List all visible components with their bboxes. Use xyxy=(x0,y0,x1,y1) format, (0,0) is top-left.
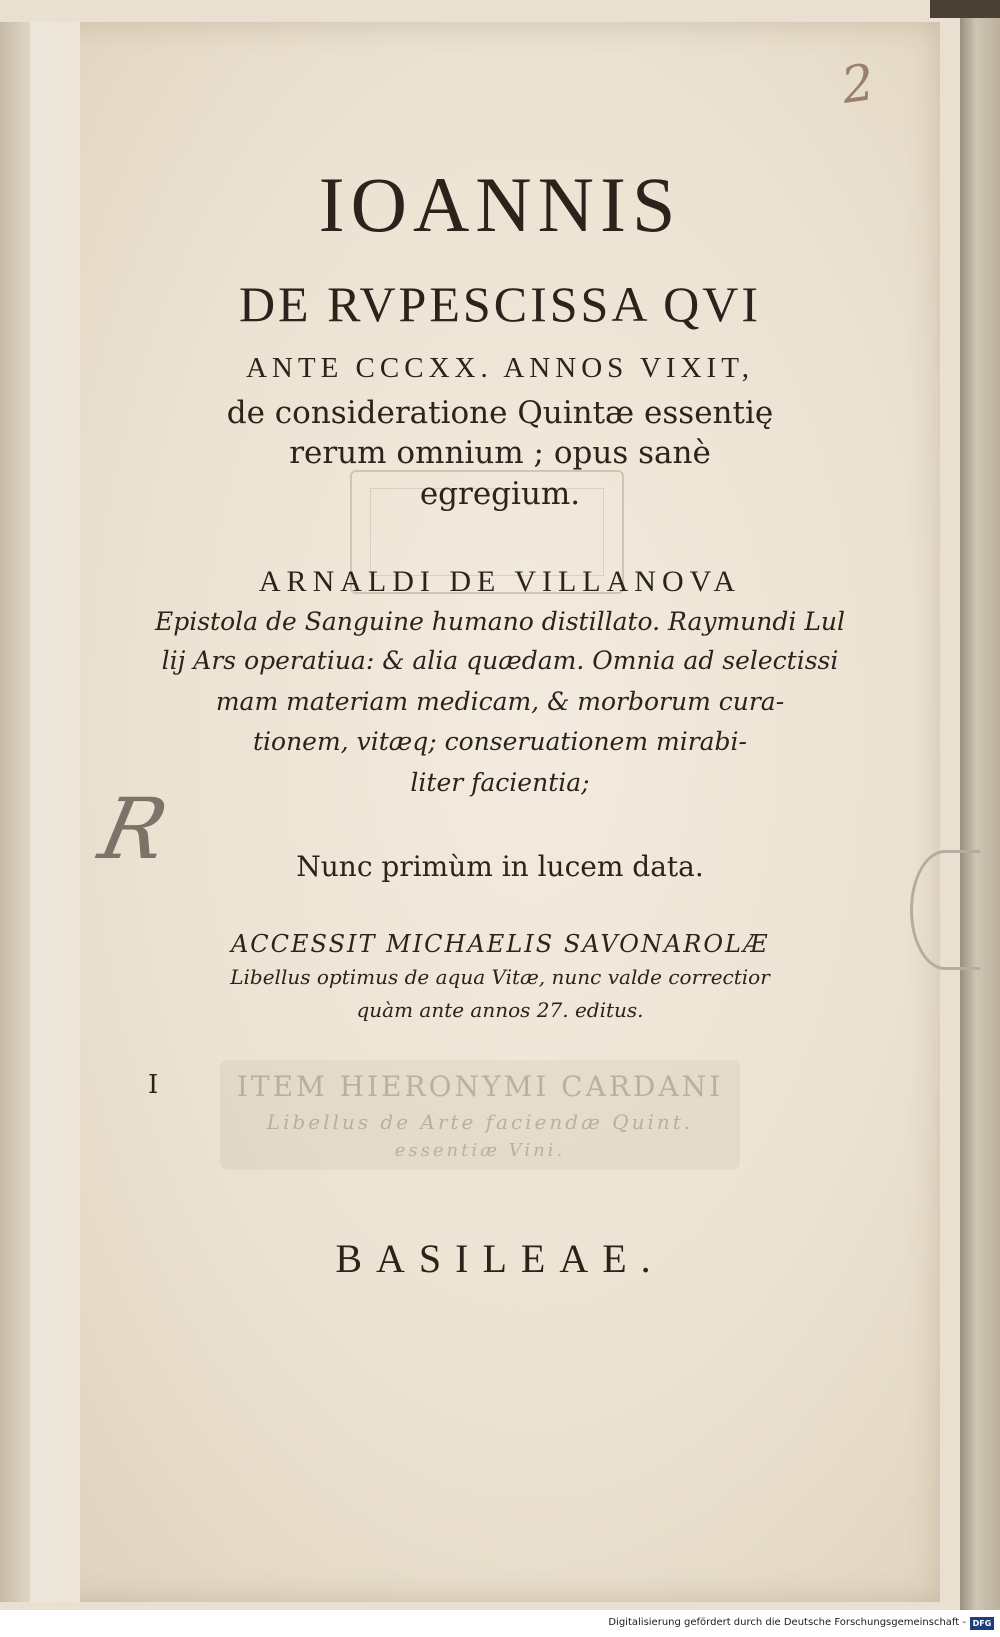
dfg-logo-icon: DFG xyxy=(970,1617,994,1630)
printed-bracket-mark: I xyxy=(148,1070,159,1100)
book-spine-shadow xyxy=(930,0,1000,18)
digitization-footer xyxy=(0,1610,1000,1637)
show-through-text-block xyxy=(220,1060,740,1170)
dfg-credit-text: Digitalisierung gefördert durch die Deutsche Forschungsgemeinschaft - xyxy=(608,1617,966,1628)
title-author-name: IOANNIS xyxy=(318,161,682,248)
second-work-line5: liter facientia; xyxy=(410,768,590,797)
second-work-line4: tionem, vitæq; conseruationem mirabi- xyxy=(252,727,747,756)
gutter-fold xyxy=(30,22,80,1602)
accessit-line1: Libellus optimus de aqua Vitæ, nunc valde correctior xyxy=(230,965,770,989)
second-author-heading: ARNALDI DE VILLANOVA xyxy=(258,565,742,598)
second-work-line2: lij Ars operatiua: & alia quædam. Omnia ad selectissi xyxy=(161,646,839,675)
first-edition-note: Nunc primùm in lucem data. xyxy=(296,850,704,883)
title-author-surname: DE RVPESCISSA QVI xyxy=(238,276,762,332)
accessit-heading: ACCESSIT MICHAELIS SAVONAROLÆ xyxy=(230,930,770,958)
accessit-line2: quàm ante annos 27. editus. xyxy=(356,998,644,1022)
show-through-line1: ITEM HIERONYMI CARDANI xyxy=(236,1070,724,1103)
title-subject-line3: egregium. xyxy=(419,476,581,512)
handwritten-page-number: 2 xyxy=(838,53,878,115)
show-through-line3: essentiæ Vini. xyxy=(394,1140,566,1161)
imprint-place: BASILEAE. xyxy=(335,1236,665,1281)
title-subject-line2: rerum omnium ; opus sanè xyxy=(289,435,711,471)
title-subject-line1: de consideratione Quintæ essentię xyxy=(226,395,774,431)
title-dating: ANTE CCCXX. ANNOS VIXIT, xyxy=(245,352,755,384)
second-work-line1: Epistola de Sanguine humano distillato. Raymundi Lul xyxy=(154,607,846,636)
show-through-line2: Libellus de Arte faciendæ Quint. xyxy=(266,1110,694,1134)
handwritten-margin-letter: R xyxy=(91,780,176,878)
second-work-line3: mam materiam medicam, & morborum cura- xyxy=(215,687,785,716)
